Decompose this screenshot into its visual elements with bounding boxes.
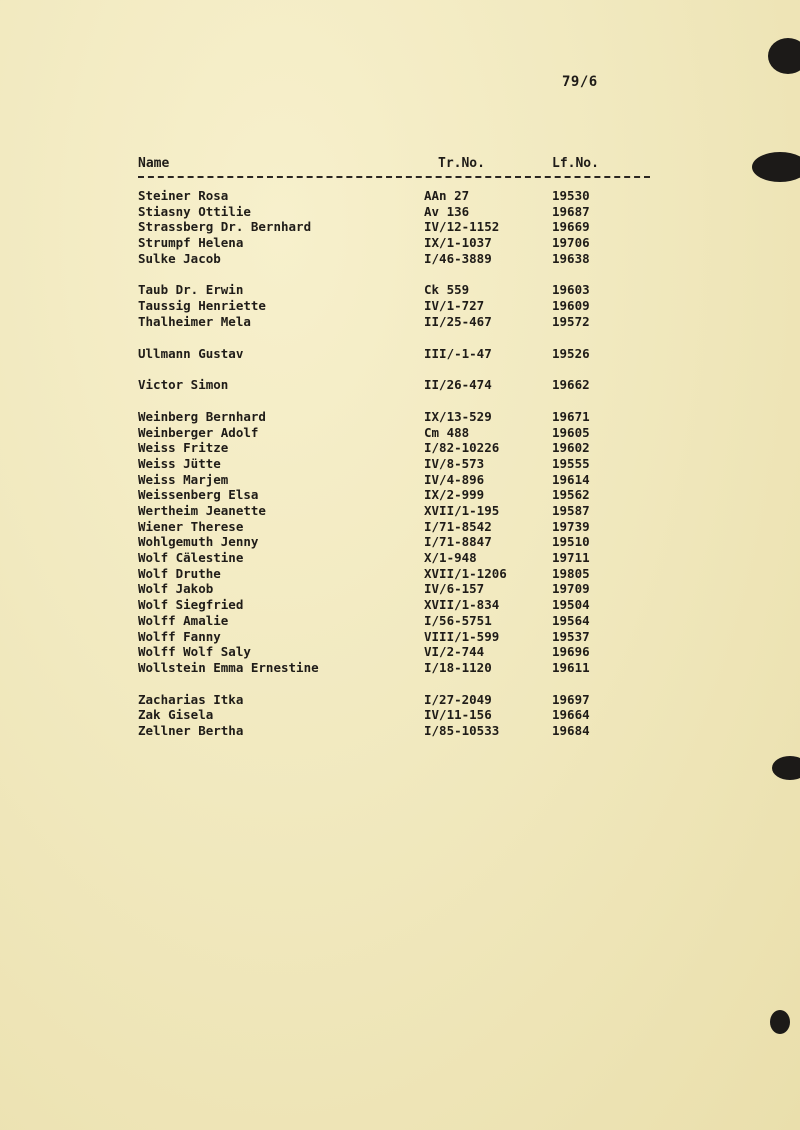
entry-lf-no: 19587 <box>552 503 590 518</box>
table-row <box>138 298 658 314</box>
entry-lf-no: 19564 <box>552 612 590 628</box>
entry-tr-no: III/-1-47 <box>424 345 492 361</box>
entry-lf-no: 19706 <box>552 235 590 251</box>
entry-tr-no: IX/2-999 <box>424 487 485 503</box>
entry-lf-no: 19530 <box>552 188 590 203</box>
table-row <box>138 188 658 204</box>
entry-name: Wolf Jakob <box>138 581 214 597</box>
table-row <box>138 219 658 235</box>
entry-tr-no: AAn 27 <box>424 188 470 203</box>
entry-tr-no: II/25-467 <box>424 313 492 329</box>
entry-name: Zellner Bertha <box>138 722 244 738</box>
entry-lf-no: 19611 <box>552 659 590 675</box>
table-row <box>138 456 658 472</box>
entry-name: Taussig Henriette <box>138 298 266 314</box>
punch-hole-top <box>768 38 800 74</box>
table-row <box>138 613 658 629</box>
entry-lf-no: 19805 <box>552 565 590 581</box>
entry-name: Weinberg Bernhard <box>138 408 266 424</box>
entry-tr-no: IX/13-529 <box>424 408 492 424</box>
entry-tr-no: Ck 559 <box>424 282 470 298</box>
table-row <box>138 487 658 503</box>
entry-lf-no: 19602 <box>552 440 590 456</box>
entry-lf-no: 19603 <box>552 282 590 298</box>
entry-lf-no: 19697 <box>552 691 590 707</box>
entry-name: Wolff Wolf Saly <box>138 644 251 660</box>
entry-name: Strumpf Helena <box>138 235 244 251</box>
entry-lf-no: 19664 <box>552 707 590 723</box>
table-row <box>138 707 658 723</box>
entry-lf-no: 19609 <box>552 298 590 314</box>
header-tr-no: Tr.No. <box>438 156 485 171</box>
entry-lf-no: 19562 <box>552 487 590 503</box>
entry-tr-no: VI/2-744 <box>424 644 485 660</box>
entry-lf-no: 19504 <box>552 597 590 613</box>
entry-lf-no: 19669 <box>552 219 590 235</box>
entry-name: Wolff Fanny <box>138 628 221 644</box>
table-row <box>138 660 658 676</box>
entry-name: Weiss Fritze <box>138 440 229 456</box>
entry-tr-no: Av 136 <box>424 203 470 219</box>
entry-group <box>138 692 658 739</box>
entry-tr-no: IV/11-156 <box>424 707 492 723</box>
table-row <box>138 235 658 251</box>
table-row <box>138 440 658 456</box>
table-row <box>138 409 658 425</box>
entry-name: Weinberger Adolf <box>138 424 259 440</box>
entry-group <box>138 282 658 329</box>
entry-name: Thalheimer Mela <box>138 313 251 329</box>
entry-lf-no: 19638 <box>552 250 590 266</box>
header-lf-no: Lf.No. <box>552 156 599 171</box>
punch-hole-bottom <box>770 1010 790 1034</box>
entry-name: Weiss Marjem <box>138 471 229 487</box>
entry-tr-no: XVII/1-1206 <box>424 565 507 581</box>
entry-lf-no: 19696 <box>552 644 590 660</box>
entry-group <box>138 377 658 393</box>
entry-tr-no: I/46-3889 <box>424 250 492 266</box>
table-row <box>138 550 658 566</box>
entry-lf-no: 19711 <box>552 550 590 566</box>
table-row <box>138 472 658 488</box>
entry-name: Wollstein Emma Ernestine <box>138 659 319 675</box>
table-row <box>138 566 658 582</box>
entry-name: Stiasny Ottilie <box>138 203 251 219</box>
entry-tr-no: IV/4-896 <box>424 471 485 487</box>
entry-lf-no: 19671 <box>552 408 590 424</box>
entry-name: Ullmann Gustav <box>138 345 244 361</box>
entry-tr-no: X/1-948 <box>424 550 477 566</box>
table-row <box>138 519 658 535</box>
table-row <box>138 629 658 645</box>
entry-tr-no: I/27-2049 <box>424 691 492 707</box>
page-number: 79/6 <box>562 74 598 90</box>
entry-lf-no: 19684 <box>552 722 590 738</box>
entry-name: Victor Simon <box>138 377 229 393</box>
entry-lf-no: 19572 <box>552 313 590 329</box>
entry-lf-no: 19510 <box>552 534 590 550</box>
entry-name: Wolf Cälestine <box>138 550 244 566</box>
entry-name: Wolf Siegfried <box>138 597 244 613</box>
entry-name: Sulke Jacob <box>138 250 221 266</box>
entry-name: Strassberg Dr. Bernhard <box>138 219 312 235</box>
entry-tr-no: I/85-10533 <box>424 722 500 738</box>
entry-tr-no: II/26-474 <box>424 377 492 393</box>
table-row <box>138 204 658 220</box>
entry-name: Steiner Rosa <box>138 188 229 203</box>
entry-lf-no: 19526 <box>552 345 590 361</box>
entry-name: Taub Dr. Erwin <box>138 282 244 298</box>
table-row <box>138 534 658 550</box>
entry-lf-no: 19687 <box>552 203 590 219</box>
entry-lf-no: 19614 <box>552 471 590 487</box>
entry-tr-no: I/71-8542 <box>424 518 492 534</box>
entry-tr-no: I/56-5751 <box>424 612 492 628</box>
entry-tr-no: I/71-8847 <box>424 534 492 550</box>
entry-name: Weiss Jütte <box>138 455 221 471</box>
entry-tr-no: XVII/1-195 <box>424 503 500 518</box>
entry-tr-no: IV/12-1152 <box>424 219 500 235</box>
entry-name: Wertheim Jeanette <box>138 503 266 518</box>
punch-hole-lower <box>772 756 800 780</box>
punch-hole-upper <box>752 152 800 182</box>
table-row <box>138 377 658 393</box>
entry-tr-no: IV/6-157 <box>424 581 485 597</box>
entry-tr-no: Cm 488 <box>424 424 470 440</box>
table-row <box>138 251 658 267</box>
entry-tr-no: IV/1-727 <box>424 298 485 314</box>
table-row <box>138 723 658 739</box>
table-row <box>138 346 658 362</box>
entry-tr-no: I/82-10226 <box>424 440 500 456</box>
entry-lf-no: 19555 <box>552 455 590 471</box>
entry-name: Wolf Druthe <box>138 565 221 581</box>
entry-tr-no: VIII/1-599 <box>424 628 500 644</box>
entry-name: Wiener Therese <box>138 518 244 534</box>
table-row <box>138 644 658 660</box>
entry-lf-no: 19605 <box>552 424 590 440</box>
entry-name: Weissenberg Elsa <box>138 487 259 503</box>
table-row <box>138 425 658 441</box>
entry-lf-no: 19537 <box>552 628 590 644</box>
name-list <box>138 188 658 755</box>
table-row <box>138 282 658 298</box>
table-row <box>138 503 658 519</box>
column-header <box>138 156 638 174</box>
entry-name: Zak Gisela <box>138 707 214 723</box>
entry-group <box>138 409 658 676</box>
header-rule <box>138 176 650 178</box>
entry-tr-no: XVII/1-834 <box>424 597 500 613</box>
header-name: Name <box>138 156 170 171</box>
table-row <box>138 597 658 613</box>
entry-tr-no: I/18-1120 <box>424 659 492 675</box>
entry-tr-no: IV/8-573 <box>424 455 485 471</box>
entry-lf-no: 19709 <box>552 581 590 597</box>
table-row <box>138 581 658 597</box>
entry-group <box>138 188 658 266</box>
entry-name: Wohlgemuth Jenny <box>138 534 259 550</box>
table-row <box>138 314 658 330</box>
entry-name: Wolff Amalie <box>138 612 229 628</box>
entry-group <box>138 346 658 362</box>
entry-lf-no: 19739 <box>552 518 590 534</box>
entry-tr-no: IX/1-1037 <box>424 235 492 251</box>
entry-name: Zacharias Itka <box>138 691 244 707</box>
entry-lf-no: 19662 <box>552 377 590 393</box>
table-row <box>138 692 658 708</box>
